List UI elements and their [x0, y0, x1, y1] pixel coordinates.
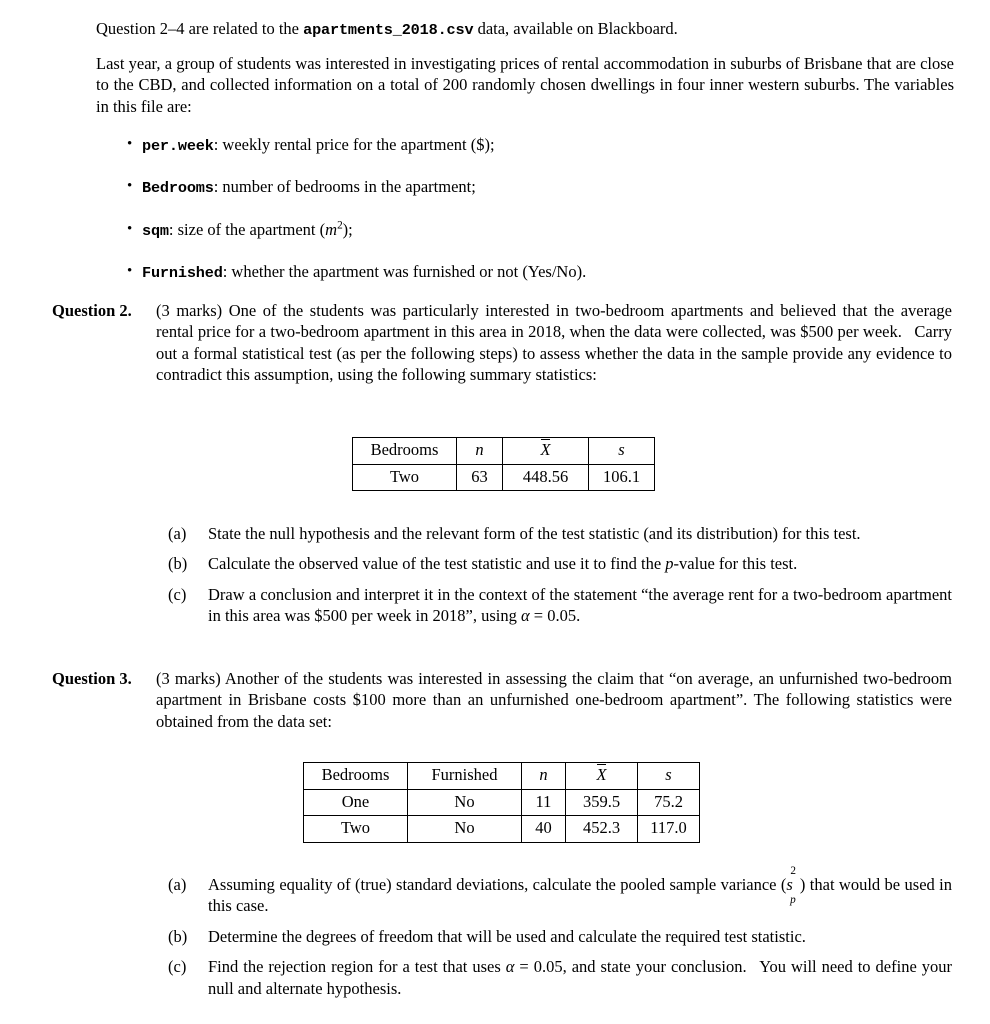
column-header-furnished: Furnished: [408, 763, 522, 790]
variable-name: Bedrooms: [142, 179, 214, 198]
table-row: [304, 789, 700, 816]
math-base-s: s: [786, 875, 793, 894]
item-marker-c: (c): [168, 957, 187, 977]
variable-description-prefix: : size of the apartment (: [168, 219, 326, 239]
cell-xbar: 448.56: [503, 464, 589, 491]
cell-xbar: 359.5: [566, 789, 638, 816]
bullet-icon: •: [127, 262, 133, 279]
list-item: [168, 926, 952, 947]
question-2-label: Question 2.: [52, 301, 132, 320]
intro-reference-line: [96, 18, 952, 41]
table-row: [304, 816, 700, 843]
column-header-n: n: [522, 763, 566, 790]
question-2-block: [52, 300, 952, 386]
item-text-suffix: -value for this test.: [673, 554, 798, 574]
list-item: [96, 219, 952, 242]
summary-statistics-table-q2: [352, 437, 655, 491]
column-header-n: n: [457, 438, 503, 465]
math-symbol-p: p: [665, 554, 674, 574]
list-item: [168, 584, 952, 627]
variable-name: sqm: [142, 221, 169, 240]
csv-filename: apartments_2018.csv: [303, 21, 474, 39]
cell-s: 117.0: [638, 816, 700, 843]
question-3-body: (3 marks) Another of the students was interested in assessing the claim that “on average, an unfurnished two-bedroom apartment in Brisbane costs $100 more than an unfurnished one-bedroom apartment”. The following statistics were obtained from the data set:: [156, 669, 952, 731]
table-header-row: [304, 763, 700, 790]
summary-statistics-table-q3: [303, 762, 700, 843]
cell-bedrooms: Two: [304, 816, 408, 843]
bullet-icon: •: [127, 220, 133, 237]
list-item: [168, 523, 952, 544]
bullet-icon: •: [127, 178, 133, 195]
item-text-prefix: Draw a conclusion and interpret it in the context of the statement “the average rent for a two-bedroom apartment in this area was $500 per week in 2018”, using: [208, 584, 952, 626]
cell-n: 63: [457, 464, 503, 491]
math-symbol-alpha: α: [520, 606, 530, 626]
variable-description-suffix: );: [342, 219, 353, 239]
bullet-icon: •: [127, 136, 133, 152]
question-2-body: (3 marks) One of the students was particularly interested in two-bedroom apartments and believed that the average rental price for a two-bedroom apartment in this area in 2018, when the data were collected, was $500 per week. Carry out a formal statistical test (as per the following steps) to assess whether the data in the sample provide any evidence to contradict this assumption, using the following summary statistics:: [156, 301, 952, 385]
column-header-s: s: [638, 763, 700, 790]
list-item: [96, 134, 952, 157]
item-marker-c: (c): [168, 584, 187, 604]
list-item: [168, 553, 952, 574]
math-symbol-alpha: α: [505, 957, 515, 977]
cell-s: 75.2: [638, 789, 700, 816]
math-exponent: 2: [337, 219, 343, 231]
item-marker-b: (b): [168, 926, 188, 946]
column-header-s: s: [589, 438, 655, 465]
cell-n: 11: [522, 789, 566, 816]
intro-line-suffix: data, available on Blackboard.: [473, 19, 678, 38]
variables-list: [96, 134, 952, 303]
intro-line-prefix: Question 2–4 are related to the: [96, 19, 304, 38]
cell-furnished: No: [408, 816, 522, 843]
variable-description: : whether the apartment was furnished or not (Yes/No).: [222, 261, 587, 281]
item-text-prefix: Find the rejection region for a test that uses: [208, 957, 506, 977]
table-row: [353, 464, 655, 491]
variable-description: : number of bedrooms in the apartment;: [213, 177, 476, 197]
list-item: [96, 176, 952, 199]
cell-xbar: 452.3: [566, 816, 638, 843]
variable-name: per.week: [142, 137, 214, 155]
intro-paragraph: Last year, a group of students was interested in investigating prices of rental accommodation in suburbs of Brisbane that are close to the CBD, and collected information on a total of 200 randomly chosen dwellings in four inner western suburbs. The variables in this file are:: [96, 54, 954, 116]
item-text-prefix: Assuming equality of (true) standard deviations, calculate the pooled sample variance (: [208, 875, 787, 894]
item-text-suffix: = 0.05, and state your conclusion. You will need to define your null and alternate hypothesis.: [208, 957, 952, 998]
item-text: State the null hypothesis and the relevant form of the test statistic (and its distribution) for this test.: [208, 524, 861, 543]
item-marker-a: (a): [168, 524, 187, 543]
list-item: [168, 864, 952, 917]
question-2-subitems: [168, 523, 952, 627]
cell-bedrooms: One: [304, 789, 408, 816]
math-pooled-variance: s 2 p: [786, 864, 797, 907]
cell-n: 40: [522, 816, 566, 843]
question-3-block: [52, 668, 952, 732]
item-text: Determine the degrees of freedom that will be used and calculate the required test statistic.: [208, 926, 806, 946]
variable-description: : weekly rental price for the apartment ($);: [213, 135, 495, 154]
column-header-xbar: X: [566, 763, 638, 790]
math-variable-m: m: [325, 219, 338, 239]
item-text-suffix: ) that would be used in this case.: [208, 875, 952, 916]
variable-name: Furnished: [142, 263, 223, 282]
cell-s: 106.1: [589, 464, 655, 491]
cell-bedrooms: Two: [353, 464, 457, 491]
item-marker-a: (a): [168, 875, 187, 894]
question-3-subitems: [168, 864, 952, 999]
item-marker-b: (b): [168, 554, 188, 574]
column-header-bedrooms: Bedrooms: [304, 763, 408, 790]
item-text-prefix: Calculate the observed value of the test statistic and use it to find the: [208, 554, 666, 574]
column-header-bedrooms: Bedrooms: [353, 438, 457, 465]
question-3-label: Question 3.: [52, 669, 132, 688]
table-header-row: [353, 438, 655, 465]
list-item: [168, 956, 952, 999]
list-item: [96, 261, 952, 284]
column-header-xbar: X: [503, 438, 589, 465]
item-text-suffix: = 0.05.: [529, 606, 581, 626]
cell-furnished: No: [408, 789, 522, 816]
